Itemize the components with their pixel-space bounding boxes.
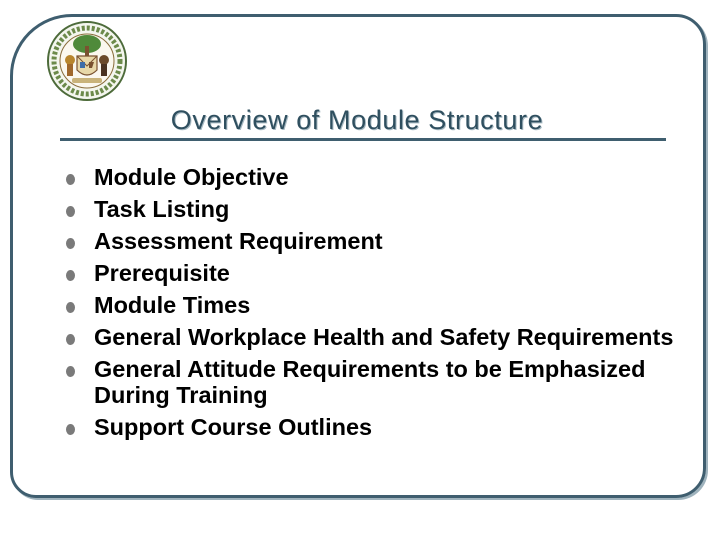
- list-item: Task Listing: [66, 196, 686, 222]
- bullet-dot-icon: [66, 270, 75, 281]
- list-item: Assessment Requirement: [66, 228, 686, 254]
- slide-title-text: Overview of Module Structure: [170, 105, 544, 135]
- list-item: Module Objective: [66, 164, 686, 190]
- bullet-dot-icon: [66, 334, 75, 345]
- slide-title: [60, 102, 666, 141]
- list-item: Module Times: [66, 292, 686, 318]
- coat-of-arms-seal-icon: [46, 20, 128, 102]
- list-item: Support Course Outlines: [66, 414, 686, 440]
- list-item: Prerequisite: [66, 260, 686, 286]
- bullet-dot-icon: [66, 238, 75, 249]
- bullet-list: [66, 164, 686, 446]
- bullet-dot-icon: [66, 366, 75, 377]
- bullet-dot-icon: [66, 206, 75, 217]
- list-item: General Workplace Health and Safety Requirements: [66, 324, 686, 350]
- bullet-dot-icon: [66, 174, 75, 185]
- bullet-dot-icon: [66, 424, 75, 435]
- bullet-dot-icon: [66, 302, 75, 313]
- list-item: General Attitude Requirements to be Emphasized During Training: [66, 356, 686, 408]
